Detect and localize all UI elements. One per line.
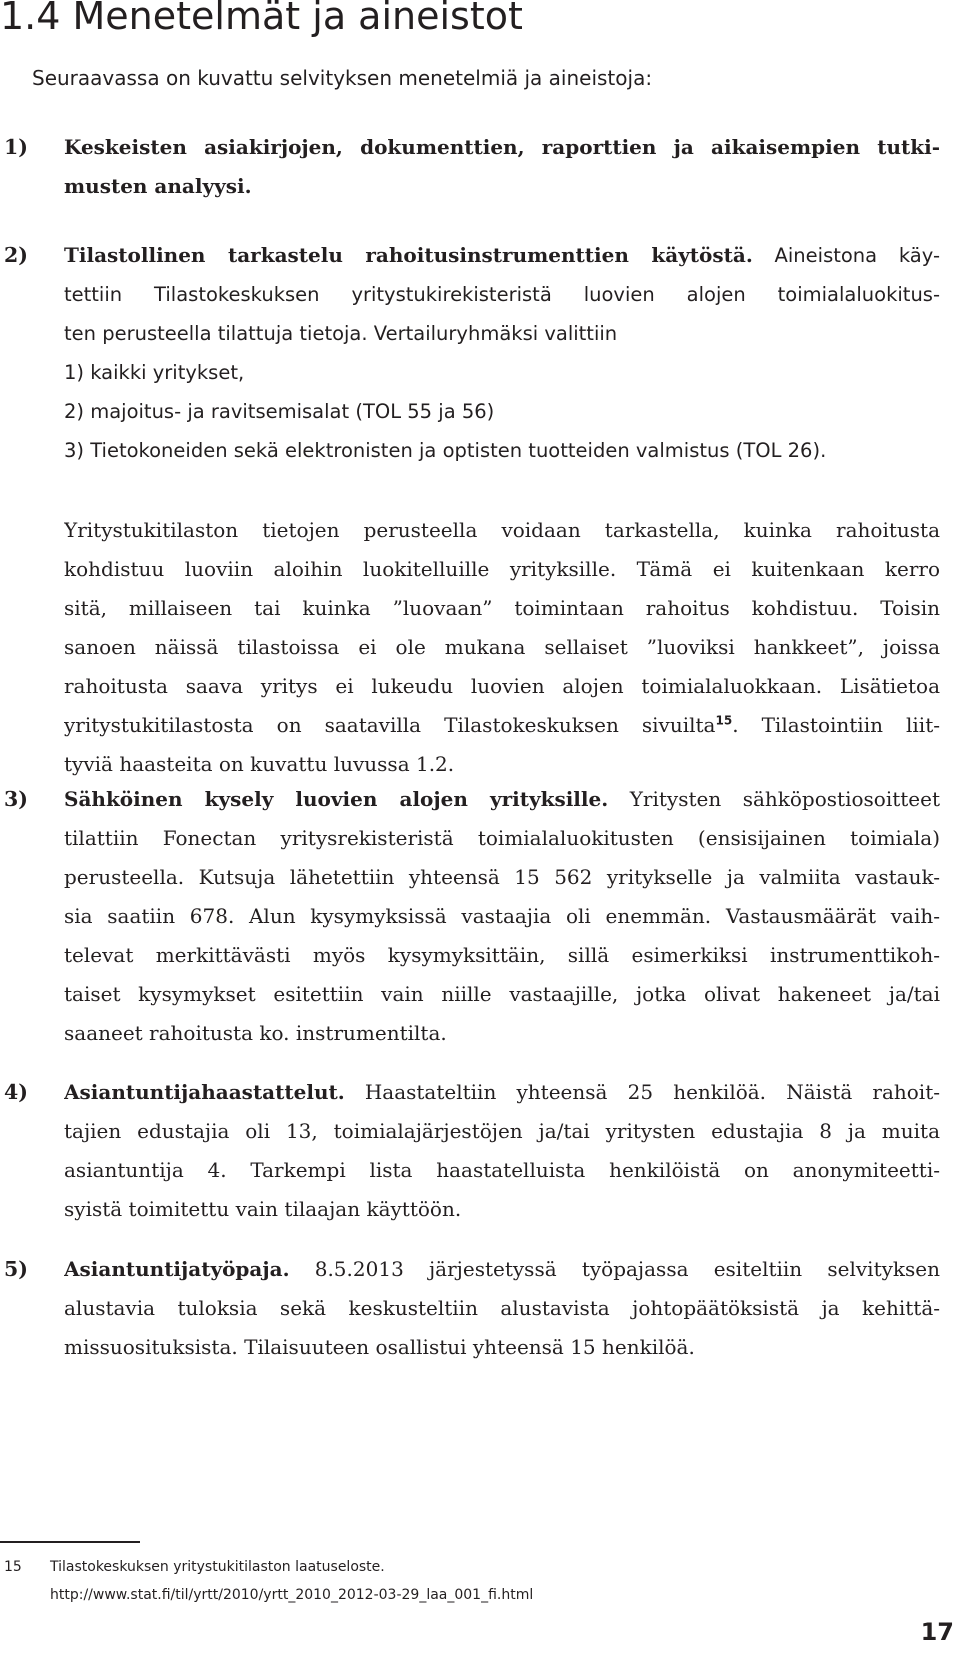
list-item-body <box>64 780 940 1053</box>
text: 2) majoitus- ja ravitsemisalat (TOL 55 ja 56) <box>64 400 495 423</box>
text-line: syistä toimitettu vain tilaajan käyttöön. <box>64 1197 462 1221</box>
text-line <box>64 128 940 167</box>
section-heading: 1.4 Menetelmät ja aineistot <box>0 0 523 38</box>
bold-text: Tilastollinen tarkastelu rahoitusinstrumenttien käytöstä. <box>64 243 753 267</box>
list-number: 4) <box>4 1080 28 1104</box>
text-line <box>64 431 940 470</box>
footnote-text: Tilastokeskuksen yritystukitilaston laatuseloste. <box>50 1559 385 1575</box>
text-line <box>64 353 940 392</box>
text: Haastateltiin yhteensä 25 henkilöä. Näistä rahoit- <box>344 1080 940 1104</box>
text-line: asiantuntija 4. Tarkempi lista haastatelluista henkilöistä on anonymiteetti- <box>64 1158 940 1182</box>
bold-text: Asiantuntijatyöpaja. <box>64 1257 290 1281</box>
footnote-number: 15 <box>4 1559 22 1575</box>
list-item-body <box>64 128 940 206</box>
text: ten perusteella tilattuja tietoja. Vertailuryhmäksi valittiin <box>64 322 618 345</box>
text-line: tajien edustajia oli 13, toimialajärjestöjen ja/tai yritysten edustajia 8 ja muita <box>64 1119 940 1143</box>
text-line: missuosituksista. Tilaisuuteen osallistui yhteensä 15 henkilöä. <box>64 1335 695 1359</box>
text: 8.5.2013 järjestetyssä työpajassa esiteltiin selvityksen <box>289 1257 940 1281</box>
text-line: sitä, millaiseen tai kuinka ”luovaan” toimintaan rahoitus kohdistuu. Toisin <box>64 596 940 620</box>
text-line <box>64 392 940 431</box>
text-line <box>64 167 940 206</box>
bold-text: Sähköinen kysely luovien alojen yrityksille. <box>64 787 609 811</box>
text-line <box>64 706 940 745</box>
footnote-ref[interactable]: 15 <box>715 713 733 728</box>
list-item-body <box>64 236 940 470</box>
footnote-url[interactable]: http://www.stat.fi/til/yrtt/2010/yrtt_2010_2012-03-29_laa_001_fi.html <box>50 1587 534 1603</box>
text-line: alustavia tuloksia sekä keskusteltiin alustavista johtopäätöksistä ja kehittä- <box>64 1296 940 1320</box>
text-line <box>64 1073 940 1112</box>
text: yritystukitilastosta on saatavilla Tilastokeskuksen sivuilta <box>64 713 716 737</box>
text-line: taiset kysymykset esitettiin vain niille vastaajille, jotka olivat hakeneet ja/tai <box>64 982 940 1006</box>
text-line <box>64 314 940 353</box>
text-line <box>64 1250 940 1289</box>
text-line <box>64 275 940 314</box>
footnote-divider <box>0 1541 140 1543</box>
list-number: 5) <box>4 1257 28 1281</box>
text: 3) Tietokoneiden sekä elektronisten ja optisten tuotteiden valmistus (TOL 26). <box>64 439 827 462</box>
text-line: Yritystukitilaston tietojen perusteella voidaan tarkastella, kuinka rahoitusta <box>64 518 940 542</box>
list-item-body <box>64 1250 940 1367</box>
text: 1) kaikki yritykset, <box>64 361 245 384</box>
text-line: televat merkittävästi myös kysymyksittäin, sillä esimerkiksi instrumenttikoh- <box>64 943 940 967</box>
text-line: tyviä haasteita on kuvattu luvussa 1.2. <box>64 752 455 776</box>
list-number: 3) <box>4 787 28 811</box>
text: tettiin Tilastokeskuksen yritystukirekisteristä luovien alojen toimialaluokitus- <box>64 283 940 306</box>
list-number: 2) <box>4 243 28 267</box>
page-number: 17 <box>920 1618 954 1646</box>
text-line <box>64 236 940 275</box>
list-number: 1) <box>4 135 28 159</box>
bold-text: Asiantuntijahaastattelut. <box>64 1080 345 1104</box>
bold-text: musten analyysi. <box>64 174 252 198</box>
text-line <box>64 780 940 819</box>
paragraph <box>64 511 940 784</box>
text-line: sia saatiin 678. Alun kysymyksissä vastaajia oli enemmän. Vastausmäärät vaih- <box>64 904 940 928</box>
text-line: tilattiin Fonectan yritysrekisteristä toimialaluokitusten (ensisijainen toimiala) <box>64 826 940 850</box>
list-item-body <box>64 1073 940 1229</box>
text: Yritysten sähköpostiosoitteet <box>608 787 940 811</box>
text: Aineistona käy- <box>752 244 940 267</box>
text-line: rahoitusta saava yritys ei lukeudu luovien alojen toimialaluokkaan. Lisätietoa <box>64 674 940 698</box>
text-line: saaneet rahoitusta ko. instrumentilta. <box>64 1021 447 1045</box>
text-line: perusteella. Kutsuja lähetettiin yhteensä 15 562 yritykselle ja valmiita vastauk- <box>64 865 940 889</box>
text-line: kohdistuu luoviin aloihin luokitelluille yrityksille. Tämä ei kuitenkaan kerro <box>64 557 940 581</box>
text: . Tilastointiin liit- <box>732 713 940 737</box>
intro-text: Seuraavassa on kuvattu selvityksen menetelmiä ja aineistoja: <box>32 66 653 90</box>
bold-text: Keskeisten asiakirjojen, dokumenttien, raporttien ja aikaisempien tutki- <box>64 135 940 159</box>
text-line: sanoen näissä tilastoissa ei ole mukana sellaiset ”luoviksi hankkeet”, joissa <box>64 635 940 659</box>
